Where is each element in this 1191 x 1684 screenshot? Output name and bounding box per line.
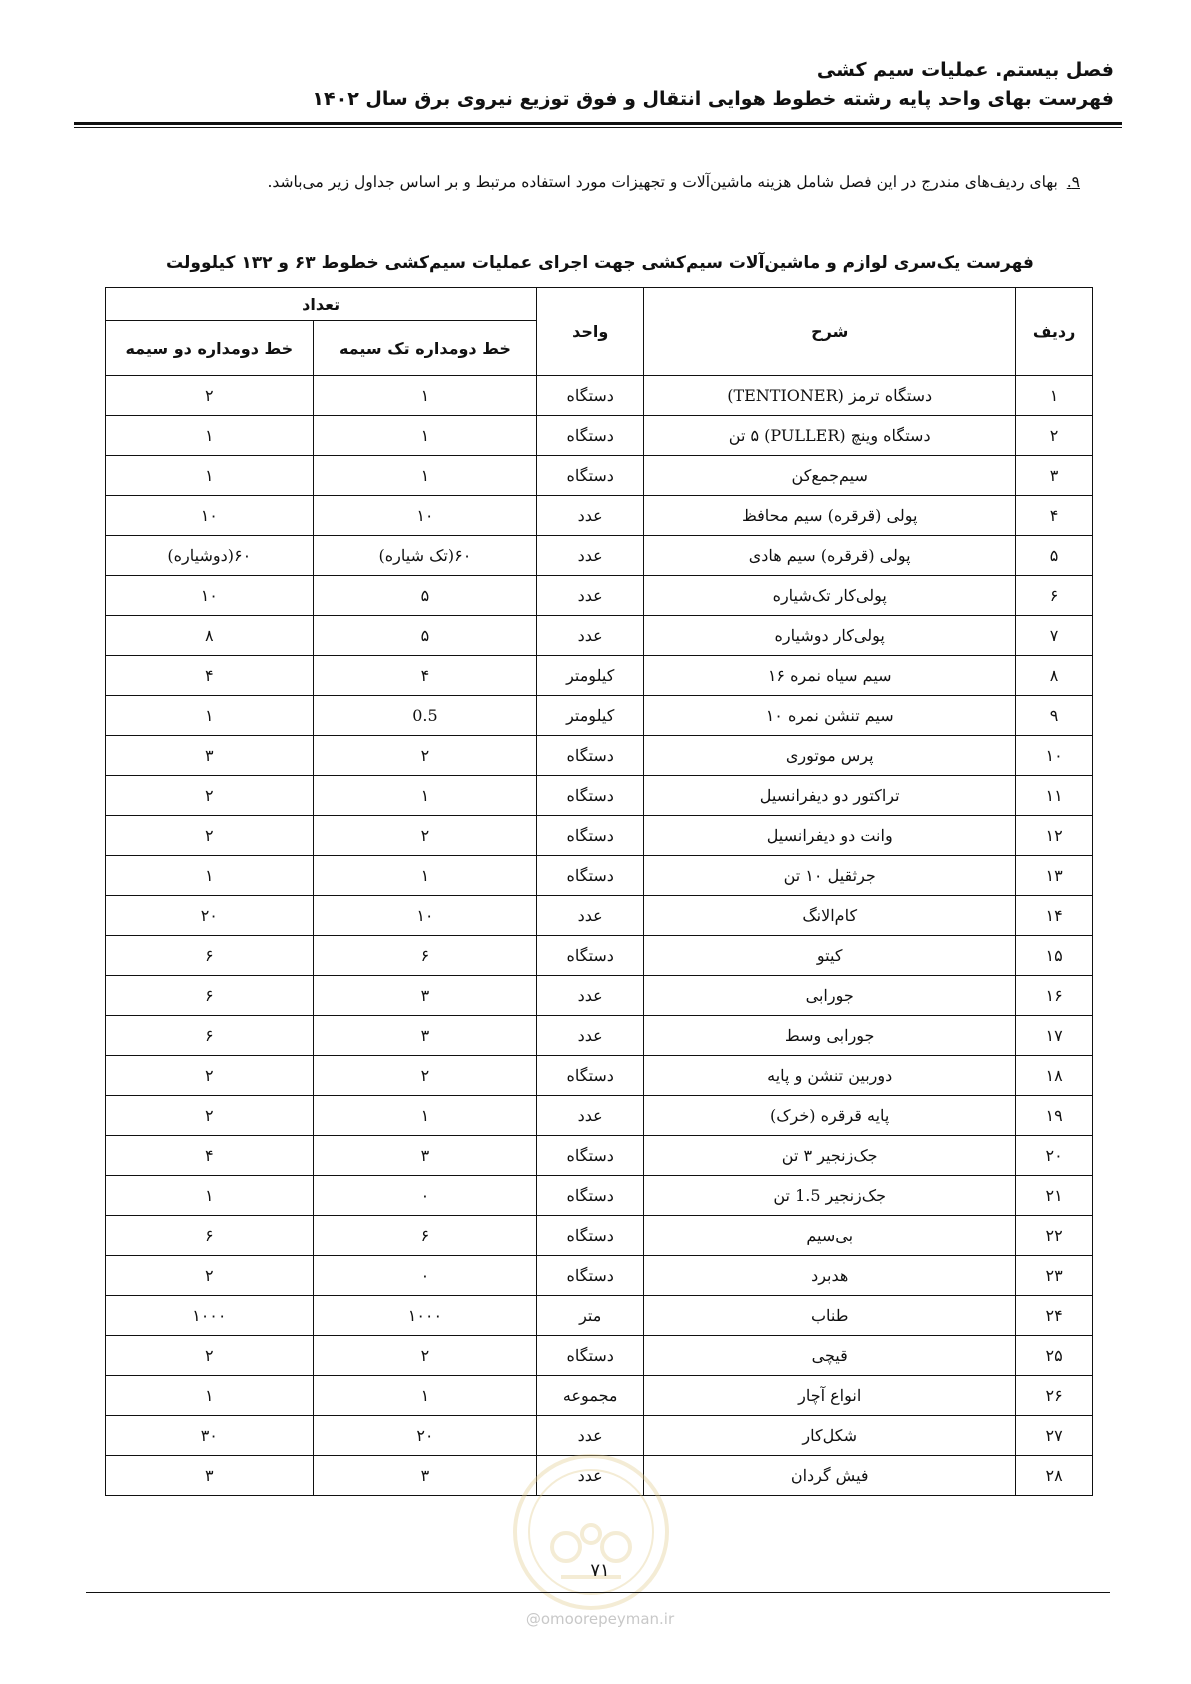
cell-row-number: ۴ — [1016, 496, 1093, 536]
cell-double-conductor: ۳۰ — [106, 1416, 314, 1456]
equipment-table — [105, 287, 1093, 1496]
cell-double-conductor: ۲ — [106, 816, 314, 856]
cell-unit: دستگاه — [537, 456, 644, 496]
cell-row-number: ۲۸ — [1016, 1456, 1093, 1496]
cell-unit: دستگاه — [537, 1056, 644, 1096]
cell-description: هدبرد — [644, 1256, 1016, 1296]
table-row — [106, 856, 1093, 896]
cell-unit: کیلومتر — [537, 696, 644, 736]
cell-double-conductor: ۴ — [106, 656, 314, 696]
cell-unit: عدد — [537, 496, 644, 536]
watermark-person-icon — [582, 1525, 600, 1543]
cell-description: بی‌سیم — [644, 1216, 1016, 1256]
cell-double-conductor: ۱۰۰۰ — [106, 1296, 314, 1336]
cell-row-number: ۱ — [1016, 376, 1093, 416]
cell-description: جک‌زنجیر ۳ تن — [644, 1136, 1016, 1176]
cell-single-conductor: ۲ — [313, 816, 537, 856]
cell-double-conductor: ۲ — [106, 1256, 314, 1296]
cell-unit: دستگاه — [537, 1176, 644, 1216]
cell-description: تراکتور دو دیفرانسیل — [644, 776, 1016, 816]
cell-unit: عدد — [537, 1096, 644, 1136]
cell-row-number: ۱۲ — [1016, 816, 1093, 856]
cell-row-number: ۱۰ — [1016, 736, 1093, 776]
chapter-title: فصل بیستم. عملیات سیم کشی — [816, 59, 1114, 81]
cell-row-number: ۱۱ — [1016, 776, 1093, 816]
cell-double-conductor: ۶۰(دوشیاره) — [106, 536, 314, 576]
page-header — [74, 56, 1122, 128]
table-title: فهرست یک‌سری لوازم و ماشین‌آلات سیم‌کشی جهت اجرای عملیات سیم‌کشی خطوط ۶۳ و ۱۳۲ کیلوولت — [166, 253, 1034, 273]
cell-single-conductor: ۱ — [313, 456, 537, 496]
cell-double-conductor: ۱ — [106, 416, 314, 456]
cell-description: دستگاه ترمز (TENTIONER) — [644, 376, 1016, 416]
cell-row-number: ۲۰ — [1016, 1136, 1093, 1176]
header-single-conductor: خط دومداره تک سیمه — [313, 321, 537, 376]
note-text: بهای ردیف‌های مندرج در این فصل شامل هزینه ماشین‌آلات و تجهیزات مورد استفاده مرتبط و بر اساس جداول زیر می‌باشد. — [267, 173, 1058, 191]
cell-description: انواع آچار — [644, 1376, 1016, 1416]
cell-single-conductor: ۱۰ — [313, 496, 537, 536]
cell-single-conductor: ۱۰ — [313, 896, 537, 936]
table-row — [106, 1336, 1093, 1376]
cell-row-number: ۱۸ — [1016, 1056, 1093, 1096]
cell-description: پولی (قرقره) سیم محافظ — [644, 496, 1016, 536]
cell-single-conductor: ۰ — [313, 1256, 537, 1296]
cell-row-number: ۲۶ — [1016, 1376, 1093, 1416]
cell-double-conductor: ۱ — [106, 1376, 314, 1416]
cell-unit: عدد — [537, 1016, 644, 1056]
table-row — [106, 416, 1093, 456]
cell-double-conductor: ۲ — [106, 1336, 314, 1376]
cell-double-conductor: ۴ — [106, 1136, 314, 1176]
cell-row-number: ۱۵ — [1016, 936, 1093, 976]
cell-single-conductor: ۳ — [313, 1016, 537, 1056]
table-row — [106, 1376, 1093, 1416]
note-paragraph — [140, 170, 1080, 194]
table-row — [106, 376, 1093, 416]
cell-row-number: ۵ — [1016, 536, 1093, 576]
cell-description: کام‌الانگ — [644, 896, 1016, 936]
cell-unit: عدد — [537, 1416, 644, 1456]
cell-description: پایه قرقره (خرک) — [644, 1096, 1016, 1136]
cell-row-number: ۲ — [1016, 416, 1093, 456]
page-number: ۷۱ — [590, 1560, 610, 1581]
cell-row-number: ۲۳ — [1016, 1256, 1093, 1296]
cell-row-number: ۷ — [1016, 616, 1093, 656]
cell-single-conductor: ۲ — [313, 1336, 537, 1376]
header-rule — [74, 122, 1122, 125]
cell-description: دوربین تنشن و پایه — [644, 1056, 1016, 1096]
cell-row-number: ۲۵ — [1016, 1336, 1093, 1376]
cell-unit: عدد — [537, 616, 644, 656]
cell-single-conductor: ۵ — [313, 616, 537, 656]
table-row — [106, 1056, 1093, 1096]
cell-description: سیم تنشن نمره ۱۰ — [644, 696, 1016, 736]
cell-description: پولی (قرقره) سیم هادی — [644, 536, 1016, 576]
cell-single-conductor: ۱ — [313, 1376, 537, 1416]
table-row — [106, 1296, 1093, 1336]
cell-single-conductor: ۵ — [313, 576, 537, 616]
cell-double-conductor: ۱ — [106, 456, 314, 496]
cell-row-number: ۲۷ — [1016, 1416, 1093, 1456]
cell-double-conductor: ۲۰ — [106, 896, 314, 936]
table-row — [106, 1416, 1093, 1456]
cell-description: پرس موتوری — [644, 736, 1016, 776]
cell-description: سیم سیاه نمره ۱۶ — [644, 656, 1016, 696]
header-unit: واحد — [537, 288, 644, 376]
cell-unit: دستگاه — [537, 1336, 644, 1376]
cell-description: طناب — [644, 1296, 1016, 1336]
cell-single-conductor: ۶ — [313, 1216, 537, 1256]
cell-unit: کیلومتر — [537, 656, 644, 696]
cell-unit: دستگاه — [537, 1256, 644, 1296]
cell-description: شکل‌کار — [644, 1416, 1016, 1456]
cell-row-number: ۱۳ — [1016, 856, 1093, 896]
cell-single-conductor: ۳ — [313, 1456, 537, 1496]
header-rule-secondary — [74, 127, 1122, 128]
cell-unit: دستگاه — [537, 936, 644, 976]
cell-single-conductor: ۳ — [313, 976, 537, 1016]
cell-single-conductor: ۲ — [313, 1056, 537, 1096]
watermark-gear-icon — [552, 1533, 580, 1561]
table-row — [106, 1016, 1093, 1056]
cell-single-conductor: ۶۰(تک شیاره) — [313, 536, 537, 576]
footer-rule — [86, 1592, 1110, 1593]
cell-double-conductor: ۱ — [106, 696, 314, 736]
cell-description: جرثقیل ۱۰ تن — [644, 856, 1016, 896]
footer-site-link[interactable]: @omoorepeyman.ir — [525, 1610, 675, 1628]
table-row — [106, 776, 1093, 816]
cell-unit: دستگاه — [537, 856, 644, 896]
cell-description: فیش گردان — [644, 1456, 1016, 1496]
cell-description: جورابی وسط — [644, 1016, 1016, 1056]
cell-double-conductor: ۸ — [106, 616, 314, 656]
cell-unit: متر — [537, 1296, 644, 1336]
cell-double-conductor: ۲ — [106, 1096, 314, 1136]
table-row — [106, 1256, 1093, 1296]
cell-description: پولی‌کار دوشیاره — [644, 616, 1016, 656]
cell-single-conductor: ۶ — [313, 936, 537, 976]
table-row — [106, 1096, 1093, 1136]
cell-single-conductor: ۲۰ — [313, 1416, 537, 1456]
table-row — [106, 896, 1093, 936]
cell-single-conductor: ۱ — [313, 416, 537, 456]
cell-description: کیتو — [644, 936, 1016, 976]
table-row — [106, 576, 1093, 616]
table-row — [106, 976, 1093, 1016]
table-row — [106, 496, 1093, 536]
cell-row-number: ۸ — [1016, 656, 1093, 696]
cell-single-conductor: ۴ — [313, 656, 537, 696]
cell-double-conductor: ۱ — [106, 1176, 314, 1216]
cell-unit: عدد — [537, 1456, 644, 1496]
cell-double-conductor: ۱ — [106, 856, 314, 896]
table-row — [106, 1136, 1093, 1176]
cell-unit: دستگاه — [537, 1216, 644, 1256]
cell-single-conductor: ۱ — [313, 376, 537, 416]
cell-row-number: ۲۲ — [1016, 1216, 1093, 1256]
cell-description: پولی‌کار تک‌شیاره — [644, 576, 1016, 616]
table-row — [106, 816, 1093, 856]
cell-description: قیچی — [644, 1336, 1016, 1376]
cell-description: سیم‌جمع‌کن — [644, 456, 1016, 496]
catalog-title: فهرست بهای واحد پایه رشته خطوط هوایی انتقال و فوق توزیع نیروی برق سال ۱۴۰۲ — [312, 88, 1114, 110]
cell-unit: دستگاه — [537, 416, 644, 456]
cell-row-number: ۹ — [1016, 696, 1093, 736]
cell-unit: عدد — [537, 976, 644, 1016]
cell-double-conductor: ۲ — [106, 376, 314, 416]
cell-double-conductor: ۶ — [106, 936, 314, 976]
cell-double-conductor: ۶ — [106, 1016, 314, 1056]
cell-row-number: ۲۴ — [1016, 1296, 1093, 1336]
cell-double-conductor: ۶ — [106, 1216, 314, 1256]
cell-unit: دستگاه — [537, 1136, 644, 1176]
table-row — [106, 656, 1093, 696]
cell-double-conductor: ۲ — [106, 776, 314, 816]
cell-row-number: ۳ — [1016, 456, 1093, 496]
cell-single-conductor: 0.5 — [313, 696, 537, 736]
cell-row-number: ۶ — [1016, 576, 1093, 616]
cell-single-conductor: ۰ — [313, 1176, 537, 1216]
cell-row-number: ۲۱ — [1016, 1176, 1093, 1216]
cell-unit: دستگاه — [537, 776, 644, 816]
cell-single-conductor: ۱ — [313, 856, 537, 896]
cell-unit: عدد — [537, 896, 644, 936]
cell-unit: مجموعه — [537, 1376, 644, 1416]
cell-double-conductor: ۶ — [106, 976, 314, 1016]
cell-description: جورابی — [644, 976, 1016, 1016]
cell-unit: دستگاه — [537, 376, 644, 416]
table-row — [106, 536, 1093, 576]
cell-single-conductor: ۲ — [313, 736, 537, 776]
cell-row-number: ۱۴ — [1016, 896, 1093, 936]
cell-row-number: ۱۶ — [1016, 976, 1093, 1016]
table-row — [106, 456, 1093, 496]
table-row — [106, 616, 1093, 656]
cell-unit: عدد — [537, 576, 644, 616]
table-header-row — [106, 288, 1093, 321]
cell-row-number: ۱۹ — [1016, 1096, 1093, 1136]
cell-single-conductor: ۳ — [313, 1136, 537, 1176]
table-row — [106, 696, 1093, 736]
table-row — [106, 1176, 1093, 1216]
cell-description: جک‌زنجیر 1.5 تن — [644, 1176, 1016, 1216]
cell-description: دستگاه وینچ (PULLER) ۵ تن — [644, 416, 1016, 456]
cell-double-conductor: ۲ — [106, 1056, 314, 1096]
header-row-number: ردیف — [1016, 288, 1093, 376]
cell-double-conductor: ۳ — [106, 1456, 314, 1496]
header-double-conductor: خط دومداره دو سیمه — [106, 321, 314, 376]
cell-double-conductor: ۱۰ — [106, 576, 314, 616]
table-body — [106, 376, 1093, 1496]
note-number: ۹. — [1066, 173, 1080, 191]
cell-description: وانت دو دیفرانسیل — [644, 816, 1016, 856]
cell-single-conductor: ۱ — [313, 776, 537, 816]
cell-double-conductor: ۱۰ — [106, 496, 314, 536]
watermark-gear-icon — [602, 1533, 630, 1561]
table-row — [106, 936, 1093, 976]
cell-single-conductor: ۱۰۰۰ — [313, 1296, 537, 1336]
cell-single-conductor: ۱ — [313, 1096, 537, 1136]
cell-unit: دستگاه — [537, 736, 644, 776]
cell-row-number: ۱۷ — [1016, 1016, 1093, 1056]
cell-unit: عدد — [537, 536, 644, 576]
cell-double-conductor: ۳ — [106, 736, 314, 776]
cell-unit: دستگاه — [537, 816, 644, 856]
table-row — [106, 1216, 1093, 1256]
table-row — [106, 736, 1093, 776]
header-description: شرح — [644, 288, 1016, 376]
header-quantity: تعداد — [106, 288, 537, 321]
table-row — [106, 1456, 1093, 1496]
